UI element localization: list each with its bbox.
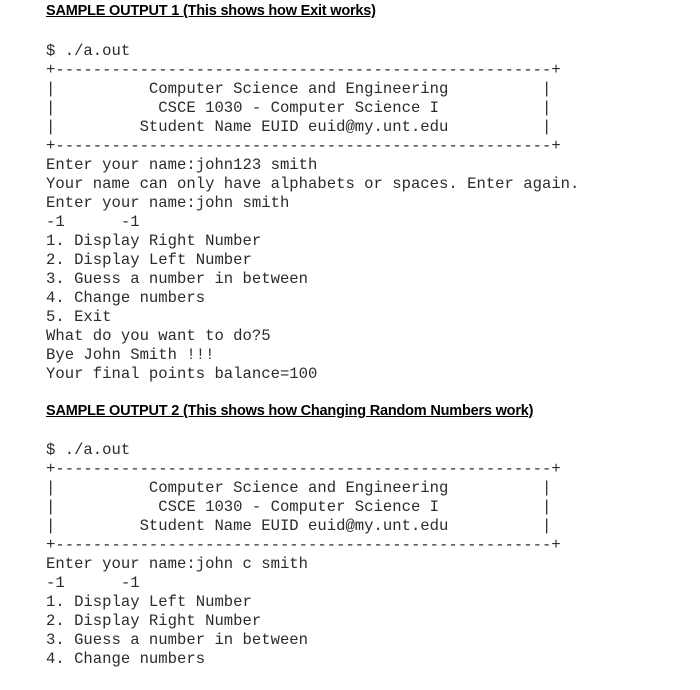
terminal-line: Your final points balance=100 — [46, 365, 318, 383]
terminal-line: Bye John Smith !!! — [46, 346, 215, 364]
terminal-line: | Student Name EUID euid@my.unt.edu | — [46, 118, 552, 136]
terminal-line: | CSCE 1030 - Computer Science I | — [46, 99, 552, 117]
terminal-line: 3. Guess a number in between — [46, 631, 309, 649]
terminal-line: -1 -1 — [46, 574, 140, 592]
terminal-line: -1 -1 — [46, 213, 140, 231]
terminal-line: +-----------------------------------------------------+ — [46, 460, 561, 478]
terminal-line: +-----------------------------------------------------+ — [46, 137, 561, 155]
terminal-line: Enter your name:john smith — [46, 194, 290, 212]
terminal-line: 5. Exit — [46, 308, 112, 326]
sample-output-2-terminal — [46, 441, 561, 669]
terminal-line: 2. Display Right Number — [46, 612, 262, 630]
terminal-line: 2. Display Left Number — [46, 251, 252, 269]
terminal-line: +-----------------------------------------------------+ — [46, 536, 561, 554]
sample-output-1-heading: SAMPLE OUTPUT 1 (This shows how Exit works) — [46, 3, 376, 19]
terminal-line: | CSCE 1030 - Computer Science I | — [46, 498, 552, 516]
terminal-line: 1. Display Right Number — [46, 232, 262, 250]
terminal-line: 3. Guess a number in between — [46, 270, 309, 288]
terminal-line: | Computer Science and Engineering | — [46, 80, 552, 98]
terminal-line: Your name can only have alphabets or spaces. Enter again. — [46, 175, 580, 193]
terminal-line: +-----------------------------------------------------+ — [46, 61, 561, 79]
terminal-line: $ ./a.out — [46, 441, 131, 459]
sample-output-1-terminal — [46, 42, 579, 384]
terminal-line: | Computer Science and Engineering | — [46, 479, 552, 497]
terminal-line: $ ./a.out — [46, 42, 131, 60]
terminal-line: Enter your name:john c smith — [46, 555, 309, 573]
terminal-line: 4. Change numbers — [46, 289, 206, 307]
terminal-line: 4. Change numbers — [46, 650, 206, 668]
terminal-line: | Student Name EUID euid@my.unt.edu | — [46, 517, 552, 535]
terminal-line: Enter your name:john123 smith — [46, 156, 318, 174]
terminal-line: 1. Display Left Number — [46, 593, 252, 611]
sample-output-2-heading: SAMPLE OUTPUT 2 (This shows how Changing Random Numbers work) — [46, 403, 534, 419]
terminal-line: What do you want to do?5 — [46, 327, 271, 345]
